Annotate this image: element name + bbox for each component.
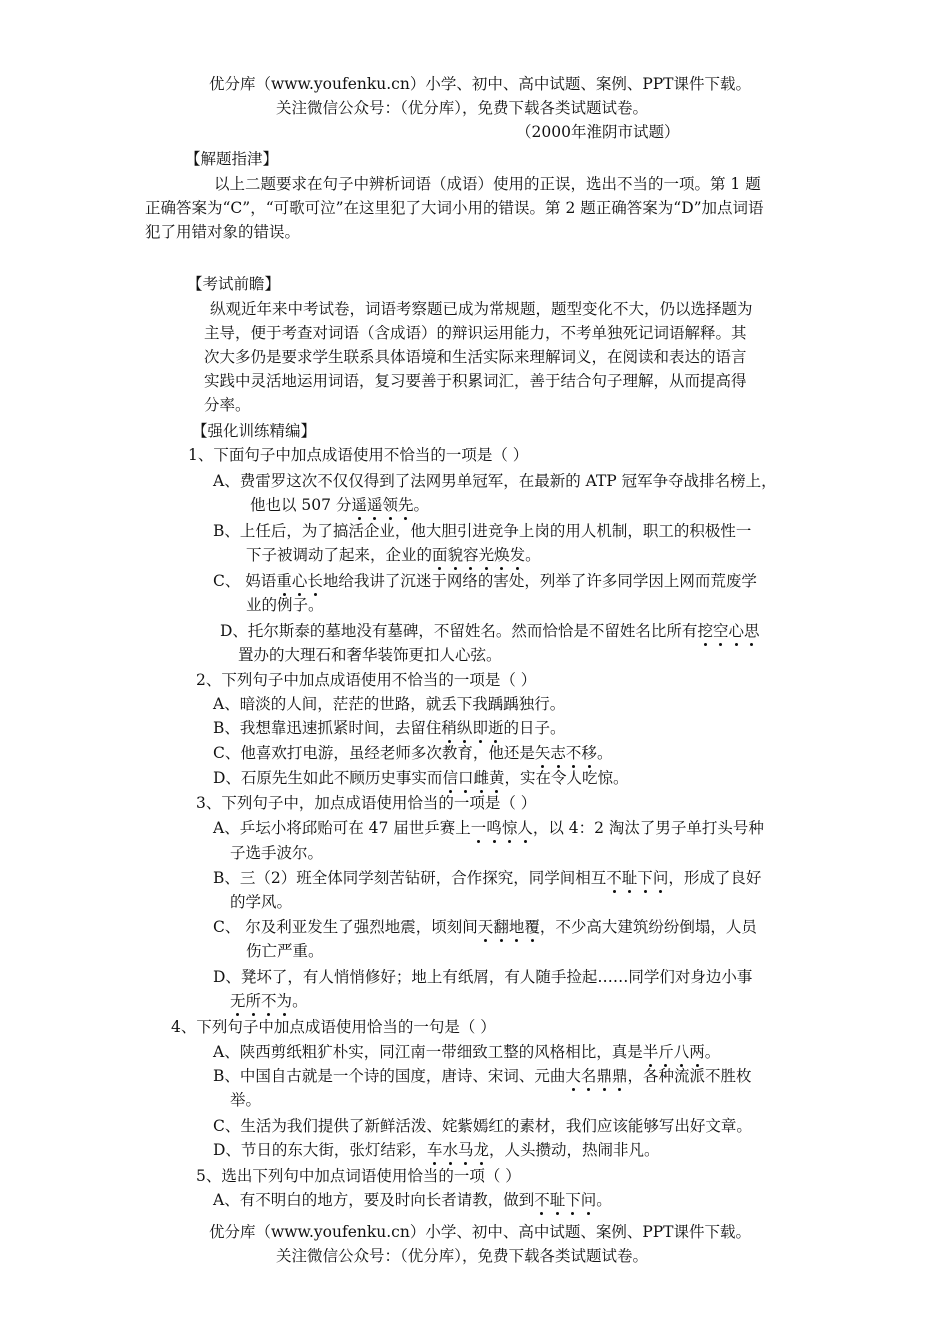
option-c: C、 妈语重 心 长 地给我讲了沉迷于网络的害处，列举了许多同学因上网而荒废学 [213, 570, 757, 592]
option-b: B、三（2）班全体同学刻苦钻研，合作探究，同学间相互不 耻 下 问 ，形成了良好 [213, 867, 761, 889]
emphasis-dot [508, 840, 511, 843]
emphasis-char: 重 [276, 570, 292, 592]
emphasis-dot [618, 1088, 621, 1091]
option-a: A、陕西剪纸粗犷朴实，同江南一带细致工整的风格相比，真是半 斤 八 两 。 [213, 1041, 720, 1063]
emphasis-char: 逝 [488, 717, 504, 739]
option-a-line2: 子选手波尔。 [230, 844, 324, 862]
emphasis-char: 长 [307, 570, 323, 592]
option-c: C、生活为我们提供了新鲜活泼、姹紫嫣红的素材，我们应该能够写出好文章。 [213, 1117, 752, 1135]
emphasis-char: 问 [653, 867, 669, 889]
preview-line: 主导，便于考查对词语（含成语）的辩识运用能力，不考单独死记词语解释。其 [204, 324, 747, 342]
emphasis-dot [750, 643, 753, 646]
emphasis-char: 一 [471, 817, 487, 839]
emphasis-char: 心 [292, 570, 308, 592]
emphasis-char: 面 [432, 544, 448, 566]
source-note: （2000年淮阴市试题） [516, 123, 680, 141]
guide-line: 以上二题要求在句子中辨析词语（成语）使用的正误，选出不当的一项。第 1 题 [214, 175, 761, 193]
emphasized-idiom [441, 717, 503, 739]
emphasis-char: 领 [382, 494, 398, 516]
emphasis-char: 翻 [493, 916, 509, 938]
emphasis-dot [571, 1212, 574, 1215]
emphasized-idiom [471, 817, 533, 839]
emphasis-char: 雌 [473, 767, 489, 789]
emphasized-idiom [276, 570, 323, 592]
preview-line: 分率。 [204, 396, 251, 414]
guide-line: 犯了用错对象的错误。 [145, 223, 301, 241]
emphasis-char: 名 [581, 1065, 597, 1087]
emphasis-char: 即 [472, 717, 488, 739]
emphasis-char: 鼎 [612, 1065, 628, 1087]
preview-line: 纵观近年来中考试卷，词语考察题已成为常规题，题型变化不大，仍以选择题为 [210, 300, 753, 318]
emphasis-char: 不 [566, 742, 582, 764]
emphasis-char: 斤 [658, 1041, 674, 1063]
emphasis-dot [659, 890, 662, 893]
emphasis-char: 志 [550, 742, 566, 764]
emphasis-dot [603, 1088, 606, 1091]
emphasis-char: 下 [565, 1189, 581, 1211]
emphasis-dot [704, 643, 707, 646]
practice-title: 【强化训练精编】 [192, 422, 317, 440]
emphasis-char: 纵 [457, 717, 473, 739]
emphasis-dot [613, 890, 616, 893]
option-c: C、 尔及利亚发生了强烈地震，顷刻间天 翻 地 覆 ，不少高大建筑纷纷倒塌，人员 [213, 916, 757, 938]
footer-line-2: 关注微信公众号：（优分库），免费下载各类试题试卷。 [276, 1247, 649, 1265]
emphasis-char: 问 [581, 1189, 597, 1211]
option-b: B、上任后，为了搞活企业，他大胆引进竞争上岗的用人机制，职工的积极性一 [213, 522, 752, 540]
emphasis-char: 口 [458, 767, 474, 789]
emphasis-char: 覆 [524, 916, 540, 938]
emphasis-char: 发 [510, 544, 526, 566]
emphasis-char: 矢 [535, 742, 551, 764]
option-a: A、暗淡的人间，茫茫的世路，就丢下我踽踽独行。 [213, 695, 566, 713]
emphasis-char: 空 [713, 620, 729, 642]
option-a: A、有不明白的地方，要及时向长者请教，做到不 耻 下 问 。 [213, 1189, 612, 1211]
emphasis-char: 鼎 [596, 1065, 612, 1087]
preview-line: 次大多仍是要求学生联系具体语境和生活实际来理解词义，在阅读和表达的语言 [204, 348, 747, 366]
emphasis-char: 先 [398, 494, 414, 516]
emphasis-dot [735, 643, 738, 646]
option-d: D、节日的东大街，张灯结彩，车 水 马 龙 ，人头攒动，热闹非凡。 [213, 1139, 660, 1161]
emphasis-char: 不 [261, 990, 277, 1012]
emphasis-dot [531, 939, 534, 942]
emphasis-dot [556, 1212, 559, 1215]
emphasis-char: 为 [277, 990, 293, 1012]
emphasis-dot [540, 1212, 543, 1215]
emphasis-dot [572, 1088, 575, 1091]
option-d: D、凳坏了，有人悄悄修好；地上有纸屑，有人随手捡起……同学们对身边小事 [213, 968, 753, 986]
emphasis-dot [587, 1212, 590, 1215]
emphasis-dot [493, 840, 496, 843]
emphasis-dot [515, 939, 518, 942]
emphasis-char: 貌 [448, 544, 464, 566]
emphasis-char: 地 [509, 916, 525, 938]
emphasis-dot [587, 1088, 590, 1091]
question-stem: 1、下面句子中加点成语使用不恰当的一项是（ ） [188, 446, 529, 464]
option-c-line2: 伤亡严重。 [246, 942, 324, 960]
emphasis-char: 不 [534, 1189, 550, 1211]
emphasis-char: 马 [458, 1139, 474, 1161]
emphasis-char: 八 [674, 1041, 690, 1063]
emphasis-char: 无 [230, 990, 246, 1012]
emphasis-char: 遥 [351, 494, 367, 516]
guide-line: 正确答案为“C”，“可歌可泣”在这里犯了大词小用的错误。第 2 题正确答案为“D”加点词语 [145, 199, 764, 217]
question-stem: 2、下列句子中加点成语使用不恰当的一项是（ ） [196, 671, 537, 689]
emphasis-char: 信 [442, 767, 458, 789]
option-b-line2: 举。 [230, 1091, 262, 1109]
emphasis-char: 挖 [697, 620, 713, 642]
emphasis-char: 人 [517, 817, 533, 839]
option-c: C、他喜欢打电游，虽经老师多次教育，他还是矢 志 不 移 。 [213, 742, 612, 764]
emphasis-char: 大 [565, 1065, 581, 1087]
option-b: B、我想靠迅速抓紧时间，去留住稍 纵 即 逝 的日子。 [213, 717, 565, 739]
emphasized-idiom [230, 990, 292, 1012]
emphasis-dot [628, 890, 631, 893]
option-b-line2: 下子被调动了起来，企业的面 貌 容 光 焕 发 。 [246, 544, 541, 566]
emphasis-char: 两 [689, 1041, 705, 1063]
option-a-line2: 他也以 507 分遥 遥 领 先 。 [250, 494, 429, 516]
question-stem: 4、下列句子中加点成语使用恰当的一句是（ ） [171, 1018, 496, 1036]
option-d: D、托尔斯泰的墓地没有墓碑，不留姓名。然而恰恰是不留姓名比所有挖 空 心 思 [220, 620, 760, 642]
emphasis-char: 鸣 [486, 817, 502, 839]
emphasis-char: 容 [463, 544, 479, 566]
emphasis-char: 不 [606, 867, 622, 889]
emphasized-idiom [351, 494, 413, 516]
emphasis-dot [644, 890, 647, 893]
emphasis-char: 所 [246, 990, 262, 1012]
option-a: A、乒坛小将邱贻可在 47 届世乒赛上一 鸣 惊 人 ，以 4：2 淘汰了男子单打头号种 [213, 817, 764, 839]
emphasis-dot [524, 840, 527, 843]
option-b-line2: 的学风。 [230, 893, 293, 911]
footer-line-1: 优分库（www.youfenku.cn）小学、初中、高中试题、案例、PPT课件下载。 [209, 1223, 752, 1241]
header-line-2: 关注微信公众号：（优分库），免费下载各类试题试卷。 [276, 99, 649, 117]
emphasis-char: 心 [728, 620, 744, 642]
emphasis-char: 半 [643, 1041, 659, 1063]
option-d-line2: 置办的大理石和奢华装饰更扣人心弦。 [238, 646, 502, 664]
option-b: B、中国自古就是一个诗的国度，唐诗、宋词、元曲大 名 鼎 鼎 ，各种流派不胜枚 [213, 1065, 751, 1087]
preview-line: 实践中灵活地运用词语，复习要善于积累词汇，善于结合句子理解，从而提高得 [204, 372, 747, 390]
emphasis-char: 思 [744, 620, 760, 642]
emphasis-char: 龙 [473, 1139, 489, 1161]
emphasized-idiom [643, 1041, 705, 1063]
emphasis-dot [477, 840, 480, 843]
emphasized-idiom [442, 767, 504, 789]
header-line-1: 优分库（www.youfenku.cn）小学、初中、高中试题、案例、PPT课件下载。 [209, 75, 752, 93]
emphasis-char: 稍 [441, 717, 457, 739]
option-c-line2: 业的例子。 [246, 596, 324, 614]
emphasized-idiom [427, 1139, 489, 1161]
emphasis-char: 耻 [622, 867, 638, 889]
emphasis-dot [484, 939, 487, 942]
emphasis-char: 下 [637, 867, 653, 889]
emphasized-idiom [478, 916, 540, 938]
emphasis-char: 移 [581, 742, 597, 764]
emphasis-char: 光 [479, 544, 495, 566]
emphasized-idiom [565, 1065, 627, 1087]
emphasized-idiom [697, 620, 759, 642]
option-d-line2: 无 所 不 为 。 [230, 990, 308, 1012]
option-d: D、石原先生如此不顾历史事实而信 口 雌 黄 ，实在令人吃惊。 [213, 767, 629, 789]
emphasis-char: 水 [442, 1139, 458, 1161]
question-stem: 3、下列句子中，加点成语使用恰当的一项是（ ） [196, 794, 537, 812]
emphasized-idiom [535, 742, 597, 764]
emphasis-char: 车 [427, 1139, 443, 1161]
emphasis-char: 焕 [494, 544, 510, 566]
emphasis-dot [719, 643, 722, 646]
emphasized-idiom [432, 544, 525, 566]
emphasis-char: 惊 [502, 817, 518, 839]
emphasis-char: 耻 [550, 1189, 566, 1211]
option-a: A、费雷罗这次不仅仅得到了法网男单冠军，在最新的 ATP 冠军争夺战排名榜上， [213, 472, 777, 490]
emphasized-idiom [606, 867, 668, 889]
guide-title: 【解题指津】 [185, 150, 279, 168]
question-stem: 5、选出下列句中加点词语使用恰当的一项（ ） [196, 1167, 521, 1185]
emphasis-char: 黄 [489, 767, 505, 789]
emphasis-dot [500, 939, 503, 942]
emphasis-char: 天 [478, 916, 494, 938]
emphasis-char: 遥 [367, 494, 383, 516]
preview-title: 【考试前瞻】 [187, 275, 281, 293]
emphasized-idiom [534, 1189, 596, 1211]
